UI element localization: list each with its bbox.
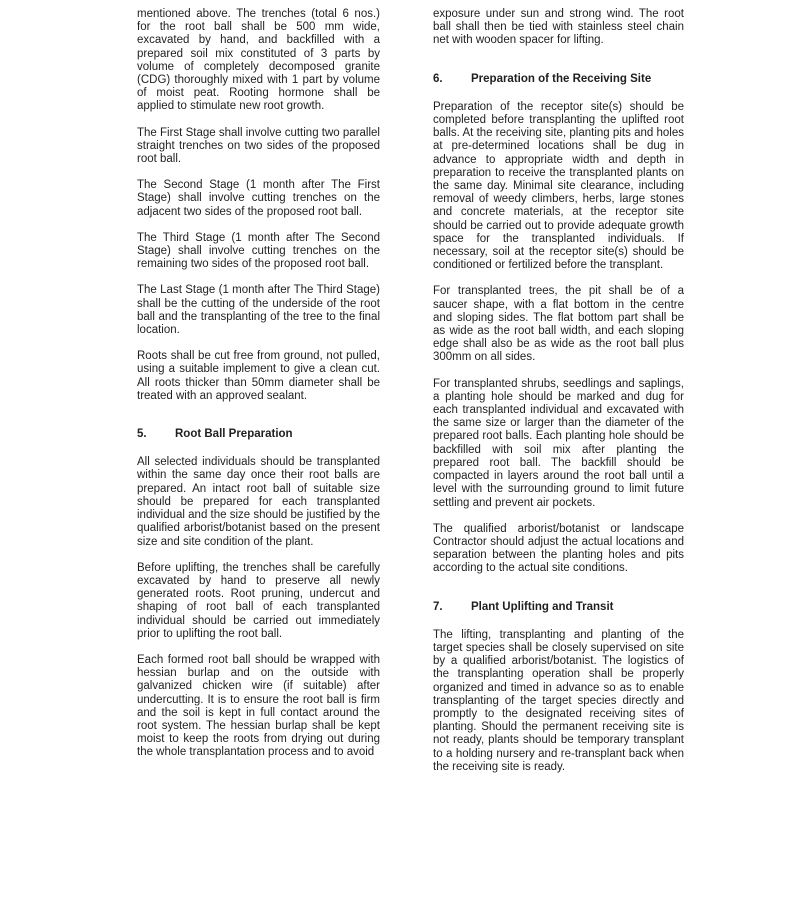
- paragraph: The Third Stage (1 month after The Second Stage) shall involve cutting trenches on the remaining two sides of the proposed root ball.: [137, 231, 380, 271]
- paragraph: The qualified arborist/botanist or landscape Contractor should adjust the actual locations and separation between the planting holes and pits according to the actual site conditions.: [433, 522, 684, 575]
- paragraph: Preparation of the receptor site(s) should be completed before transplanting the uplifted root balls. At the receiving site, planting pits and holes at pre-determined locations shall be dug in advance to appropriate width and depth in preparation to receive the transplanted plants on the same day. Minimal site clearance, including removal of weedy climbers, herbs, large stones and concrete materials, at the receptor site should be carried out to provide adequate growth space for the transplanted individuals. If necessary, soil at the receptor site(s) should be conditioned or fertilized before the transplant.: [433, 100, 684, 272]
- paragraph: The Second Stage (1 month after The First Stage) shall involve cutting trenches on the adjacent two sides of the proposed root ball.: [137, 179, 380, 218]
- paragraph: All selected individuals should be transplanted within the same day once their root balls are prepared. An intact root ball of suitable size should be prepared for each transplanted individual and the size should be justified by the qualified arborist/botanist based on the present size and site condition of the plant.: [137, 456, 380, 548]
- section-heading: [433, 73, 684, 86]
- paragraph: For transplanted trees, the pit shall be of a saucer shape, with a flat bottom in the centre and sloping sides. The flat bottom part shall be as wide as the root ball width, and each sloping edge shall also be as wide as the root ball plus 300mm on all sides.: [433, 285, 684, 364]
- paragraph: Each formed root ball should be wrapped with hessian burlap and on the outside with galvanized chicken wire (if suitable) after undercutting. It is to ensure the root ball is firm and the soil is kept in full contact around the root system. The hessian burlap shall be kept moist to keep the roots from drying out during the whole transplantation process and to avoid: [137, 653, 380, 759]
- section-title: Root Ball Preparation: [175, 428, 293, 441]
- section-heading: [433, 601, 684, 614]
- paragraph: The lifting, transplanting and planting of the target species shall be closely supervised on site by a qualified arborist/botanist. The logistics of the transplanting operation shall be properly organized and timed in advance so as to enable transplanting of the target species directly and promptly to the designated receiving sites of planting. Should the permanent receiving site is not ready, plants should be temporary transplant to a holding nursery and re-transplant back when the receiving site is ready.: [433, 628, 684, 773]
- left-column: [137, 8, 380, 773]
- section-number: 7.: [433, 600, 443, 613]
- section-title: Preparation of the Receiving Site: [471, 72, 652, 85]
- paragraph: exposure under sun and strong wind. The root ball shall then be tied with stainless steel chain net with wooden spacer for lifting.: [433, 8, 684, 47]
- paragraph: The Last Stage (1 month after The Third Stage) shall be the cutting of the underside of the root ball and the transplanting of the tree to the final location.: [137, 284, 380, 337]
- paragraph: The First Stage shall involve cutting two parallel straight trenches on two sides of the proposed root ball.: [137, 126, 380, 166]
- section-number: 5.: [137, 428, 147, 441]
- paragraph: mentioned above. The trenches (total 6 nos.) for the root ball shall be 500 mm wide, excavated by hand, and backfilled with a prepared soil mix constituted of 3 parts by volume of completely decomposed granite (CDG) thoroughly mixed with 1 part by volume of moist peat. Rooting hormone shall be applied to stimulate new root growth.: [137, 8, 380, 113]
- paragraph: For transplanted shrubs, seedlings and saplings, a planting hole should be marked and dug for each transplanted individual and excavated with the same size or larger than the diameter of the prepared root balls. Each planting hole should be backfilled with soil mix after planting the prepared root ball. The backfill should be compacted in layers around the root ball until a level with the surrounding ground to limit future settling and prevent air pockets.: [433, 377, 684, 509]
- section-title: Plant Uplifting and Transit: [471, 600, 614, 613]
- right-column: [433, 8, 684, 787]
- paragraph: Roots shall be cut free from ground, not pulled, using a suitable implement to give a clean cut. All roots thicker than 50mm diameter shall be treated with an approved sealant.: [137, 350, 380, 402]
- paragraph: Before uplifting, the trenches shall be carefully excavated by hand to preserve all newly generated roots. Root pruning, undercut and shaping of root ball of each transplanted individual should be carried out immediately prior to uplifting the root ball.: [137, 561, 380, 640]
- section-number: 6.: [433, 72, 443, 85]
- section-heading: [137, 428, 380, 441]
